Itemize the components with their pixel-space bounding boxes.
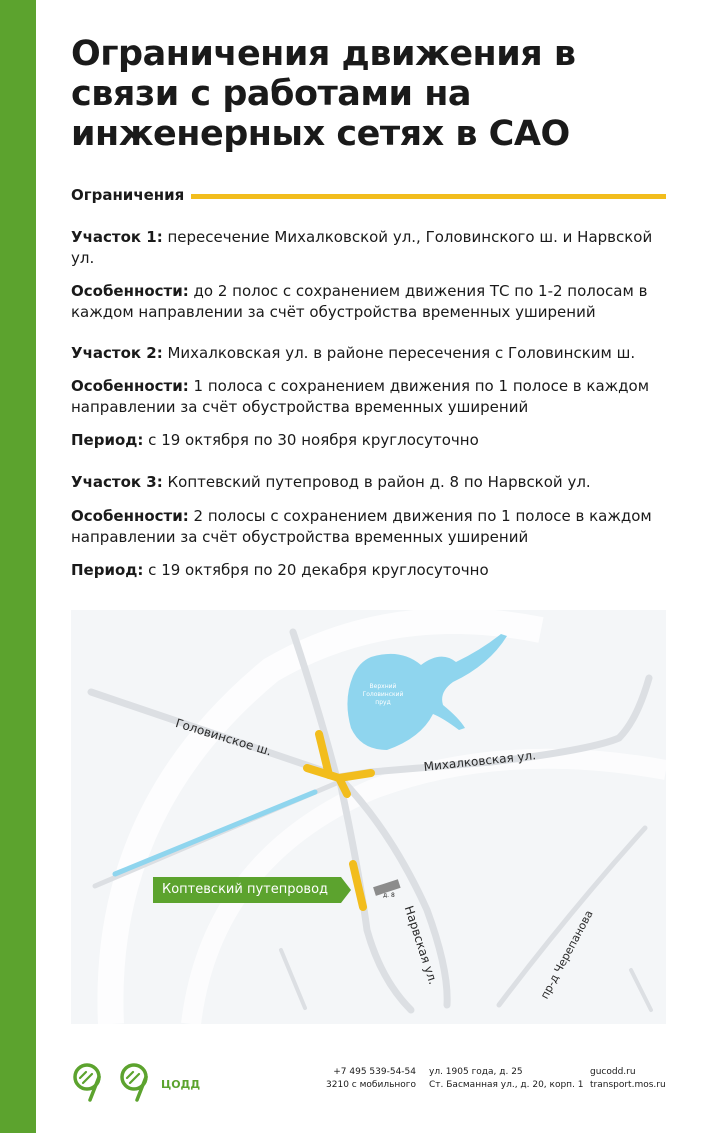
- section-header: [71, 185, 666, 207]
- restriction-item: [71, 560, 671, 581]
- item-label: Участок 1:: [71, 228, 163, 246]
- restriction-item: [71, 281, 671, 323]
- road-minor: [281, 950, 305, 1008]
- item-text: пересечение Михалковской ул., Головинского ш. и Нарвской ул.: [71, 228, 653, 267]
- item-text: с 19 октября по 20 декабря круглосуточно: [143, 561, 489, 579]
- restriction-item: [71, 343, 671, 364]
- item-text: Коптевский путепровод в район д. 8 по Нарвской ул.: [162, 473, 591, 491]
- restriction-item: [71, 472, 671, 493]
- item-label: Участок 3:: [71, 473, 163, 491]
- item-text: 2 полосы с сохранением движения по 1 полосе в каждом направлении за счёт обустройства временных уширений: [71, 507, 652, 546]
- item-label: Участок 2:: [71, 344, 163, 362]
- map: [71, 610, 666, 1024]
- item-text: 1 полоса с сохранением движения по 1 полосе в каждом направлении за счёт обустройства временных уширений: [71, 377, 650, 416]
- map-drawing: [71, 610, 666, 1024]
- street-label-golovinskoe: Головинское ш.: [173, 716, 274, 759]
- section-divider: [191, 194, 666, 199]
- item-label: Период:: [71, 431, 144, 449]
- item-label: Особенности:: [71, 507, 189, 525]
- footer-address-2: Ст. Басманная ул., д. 20, корп. 1: [429, 1080, 584, 1090]
- footer-websites: [590, 1066, 666, 1092]
- footer-contacts-phone: [322, 1066, 416, 1092]
- callout-label: Коптевский путепровод: [153, 877, 341, 903]
- restriction-item: [71, 227, 671, 269]
- item-text: Михалковская ул. в районе пересечения с Головинским ш.: [162, 344, 636, 362]
- street-label-narvskaya: Нарвская ул.: [401, 904, 441, 987]
- callout-arrow: [341, 877, 351, 903]
- restriction-item: [71, 430, 671, 451]
- restriction-segment-koptevsky: [353, 864, 363, 907]
- footer-address-1: ул. 1905 года, д. 25: [429, 1067, 523, 1077]
- footer-mobile: 3210 с мобильного: [326, 1080, 416, 1090]
- koptevsky-callout: [153, 877, 351, 903]
- left-green-stripe: [0, 0, 36, 1133]
- pond-label: Верхний Головинский пруд: [362, 683, 404, 706]
- footer: [70, 1056, 670, 1106]
- item-text: до 2 полос с сохранением движения ТС по 1-2 полосам в каждом направлении за счёт обустройства временных уширений: [71, 282, 648, 321]
- footer-phone[interactable]: +7 495 539-54-54: [333, 1067, 416, 1077]
- logo-mark-icon: [70, 1062, 160, 1102]
- item-label: Особенности:: [71, 377, 189, 395]
- codd-logo: [70, 1062, 210, 1102]
- logo-text: ЦОДД: [161, 1078, 201, 1091]
- item-label: Период:: [71, 561, 144, 579]
- street-label-cherepanova: пр-д Черепанова: [538, 908, 596, 1002]
- footer-addresses: [429, 1066, 584, 1092]
- street-label-mikhalkovskaya: Михалковская ул.: [423, 748, 537, 774]
- restriction-item: [71, 376, 671, 418]
- item-label: Особенности:: [71, 282, 189, 300]
- section-label: Ограничения: [71, 186, 185, 204]
- road-minor: [631, 970, 651, 1010]
- road-cherepanova: [499, 828, 645, 1005]
- house-label: д. 8: [383, 892, 395, 899]
- restriction-item: [71, 506, 671, 548]
- page-title: Ограничения движения в связи с работами на инженерных сетях в САО: [71, 34, 576, 154]
- footer-site-gucodd[interactable]: gucodd.ru: [590, 1067, 636, 1077]
- item-text: с 19 октября по 30 ноября круглосуточно: [143, 431, 479, 449]
- footer-site-transport[interactable]: transport.mos.ru: [590, 1080, 666, 1090]
